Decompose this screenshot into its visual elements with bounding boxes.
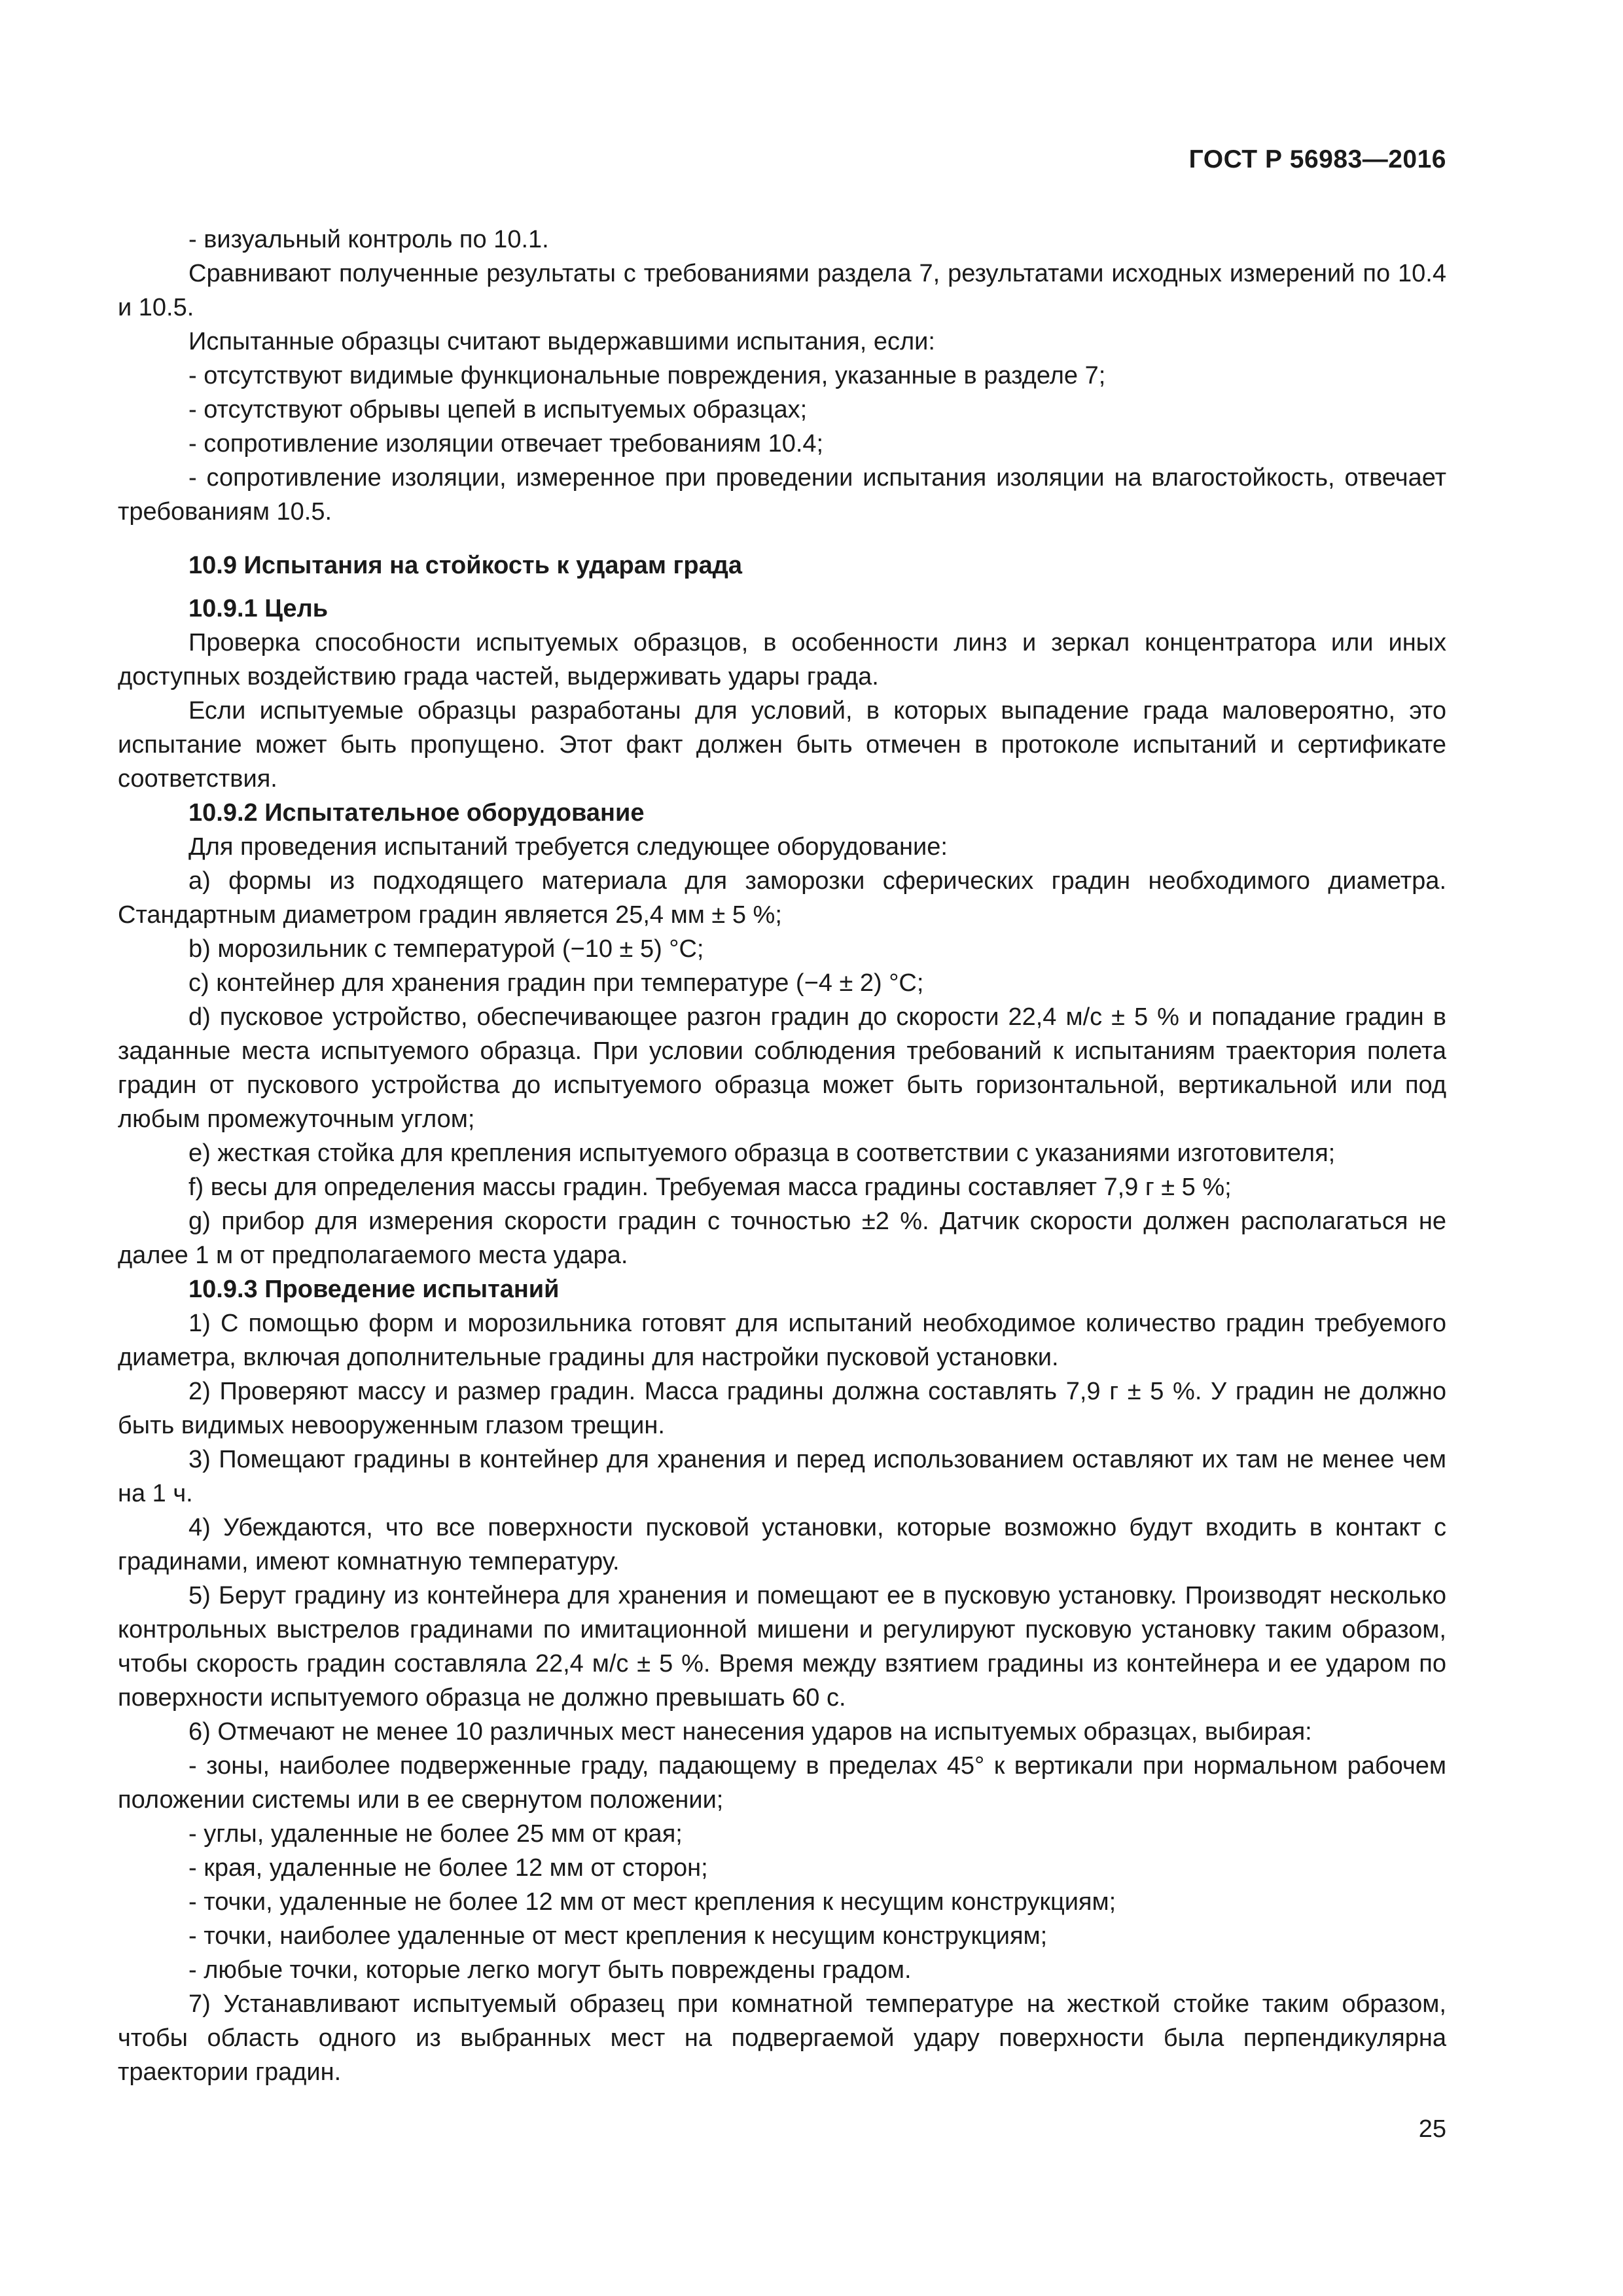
list-item: - любые точки, которые легко могут быть повреждены градом. — [188, 1956, 912, 1984]
page-content — [118, 223, 1446, 2089]
paragraph: Проверка способности испытуемых образцов, в особенности линз и зеркал концентратора или иных доступных воздействию града частей, выдерживать удары града. — [118, 629, 1446, 691]
page-number: 25 — [1418, 2115, 1446, 2143]
list-item: - зоны, наиболее подверженные граду, падающему в пределах 45° к вертикали при нормальном рабочем положении системы или в ее свернутом положении; — [118, 1752, 1446, 1814]
list-item: a) формы из подходящего материала для заморозки сферических градин необходимого диаметра. Стандартным диаметром градин является 25,4 мм ± 5 %; — [118, 867, 1446, 929]
list-item: e) жесткая стойка для крепления испытуемого образца в соответствии с указаниями изготовителя; — [188, 1139, 1336, 1167]
list-item: - сопротивление изоляции отвечает требованиям 10.4; — [188, 430, 824, 457]
paragraph: Если испытуемые образцы разработаны для условий, в которых выпадение града маловероятно, это испытание может быть пропущено. Этот факт должен быть отмечен в протоколе испытаний и сертификате соответствия. — [118, 697, 1446, 793]
list-item: b) морозильник с температурой (−10 ± 5) °C; — [188, 935, 704, 963]
paragraph: - визуальный контроль по 10.1. — [188, 226, 549, 253]
list-item: - углы, удаленные не более 25 мм от края; — [188, 1820, 683, 1848]
section-heading: 10.9 Испытания на стойкость к ударам града — [188, 552, 742, 579]
list-item: 2) Проверяют массу и размер градин. Масса градины должна составлять 7,9 г ± 5 %. У градин не должно быть видимых невооруженным глазом трещин. — [118, 1378, 1446, 1439]
list-item: - отсутствуют обрывы цепей в испытуемых образцах; — [188, 396, 808, 423]
list-item: g) прибор для измерения скорости градин с точностью ±2 %. Датчик скорости должен располагаться не далее 1 м от предполагаемого места удара. — [118, 1208, 1446, 1269]
list-item: 3) Помещают градины в контейнер для хранения и перед использованием оставляют их там не менее чем на 1 ч. — [118, 1446, 1446, 1507]
list-item: - отсутствуют видимые функциональные повреждения, указанные в разделе 7; — [188, 362, 1106, 389]
subsection-heading: 10.9.3 Проведение испытаний — [188, 1276, 560, 1303]
list-item: 7) Устанавливают испытуемый образец при комнатной температуре на жесткой стойке таким образом, чтобы область одного из выбранных мест на подвергаемой удару поверхности была перпендикулярна траектории градин. — [118, 1990, 1446, 2086]
list-item: - сопротивление изоляции, измеренное при проведении испытания изоляции на влагостойкость, отвечает требованиям 10.5. — [118, 464, 1446, 526]
list-item: 1) С помощью форм и морозильника готовят для испытаний необходимое количество градин требуемого диаметра, включая дополнительные градины для настройки пусковой установки. — [118, 1310, 1446, 1371]
paragraph: Испытанные образцы считают выдержавшими испытания, если: — [188, 328, 935, 355]
list-item: - точки, удаленные не более 12 мм от мест крепления к несущим конструкциям; — [188, 1888, 1116, 1916]
list-item: 5) Берут градину из контейнера для хранения и помещают ее в пусковую установку. Производят несколько контрольных выстрелов градинами по имитационной мишени и регулируют пусковую установку таким образом, чтобы скорость градин составляла 22,4 м/с ± 5 %. Время между взятием градины из контейнера и ее ударом по поверхности испытуемого образца не должно превышать 60 с. — [118, 1582, 1446, 1712]
paragraph: Сравнивают полученные результаты с требованиями раздела 7, результатами исходных измерений по 10.4 и 10.5. — [118, 260, 1446, 321]
list-item: - точки, наиболее удаленные от мест крепления к несущим конструкциям; — [188, 1922, 1048, 1950]
paragraph: Для проведения испытаний требуется следующее оборудование: — [188, 833, 948, 861]
list-item: 6) Отмечают не менее 10 различных мест нанесения ударов на испытуемых образцах, выбирая: — [188, 1718, 1312, 1746]
list-item: c) контейнер для хранения градин при температуре (−4 ± 2) °C; — [188, 969, 924, 997]
list-item: - края, удаленные не более 12 мм от сторон; — [188, 1854, 708, 1882]
document-code-header: ГОСТ Р 56983—2016 — [1188, 145, 1446, 173]
subsection-heading: 10.9.2 Испытательное оборудование — [188, 799, 645, 827]
list-item: 4) Убеждаются, что все поверхности пусковой установки, которые возможно будут входить в контакт с градинами, имеют комнатную температуру. — [118, 1514, 1446, 1575]
subsection-heading: 10.9.1 Цель — [188, 595, 329, 622]
list-item: f) весы для определения массы градин. Требуемая масса градины составляет 7,9 г ± 5 %; — [188, 1174, 1232, 1201]
list-item: d) пусковое устройство, обеспечивающее разгон градин до скорости 22,4 м/с ± 5 % и попадание градин в заданные места испытуемого образца. При условии соблюдения требований к испытаниям траектория полета градин от пускового устройства до испытуемого образца может быть горизонтальной, вертикальной или под любым промежуточным углом; — [118, 1003, 1446, 1133]
